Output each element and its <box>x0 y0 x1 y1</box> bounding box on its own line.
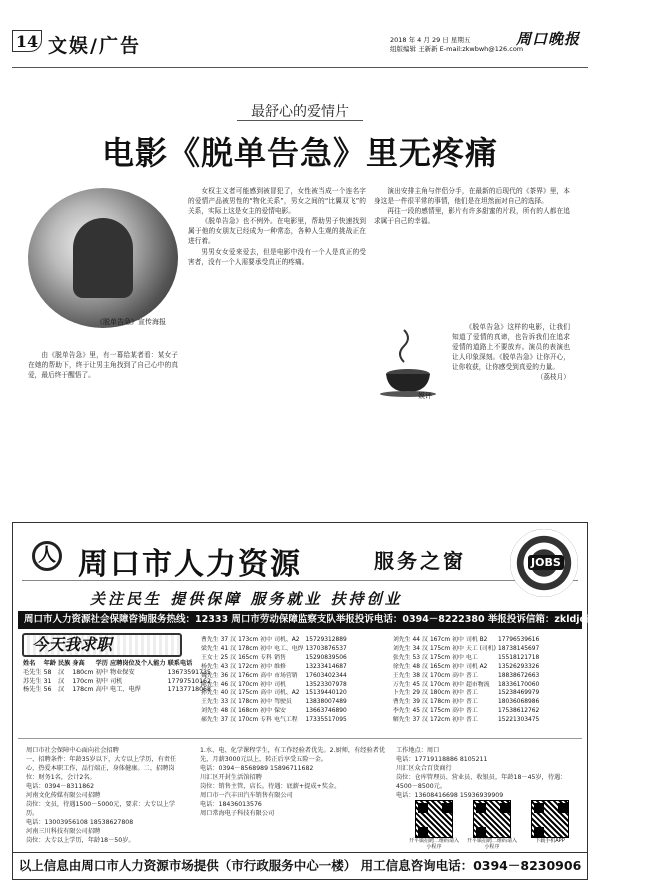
table-cell: 杨先生 <box>201 663 219 670</box>
banner-subtitle: 服务之窗 <box>374 549 466 573</box>
table-cell: 18336170060 <box>497 681 540 688</box>
table-cell: 汉 <box>230 717 237 724</box>
table-row <box>200 663 348 672</box>
table-cell: 汉 <box>422 681 428 688</box>
column-text: 由《脱单告急》里，有一幕给某者看：某女子在她的帮助下，终于让男主角找到了自己心中的真爱，最后终于醒悟了。 <box>28 351 178 380</box>
table-cell: 保安 <box>274 708 286 715</box>
table-cell: 37 <box>220 637 229 643</box>
table-cell: 15221303475 <box>497 717 540 724</box>
table-cell: 司机 <box>274 681 286 688</box>
table-cell: 170cm <box>72 677 94 685</box>
table-cell: 刘先生 <box>201 708 219 715</box>
qr-code-icon <box>531 800 569 838</box>
table-cell: 汉 <box>230 681 237 688</box>
table-cell: 17797510162 <box>167 677 211 685</box>
table-row <box>200 689 348 698</box>
table-cell: 15729312889 <box>305 637 347 643</box>
table-cell: 汉 <box>422 663 428 670</box>
table-cell: 曹先生 <box>201 637 219 643</box>
table-cell: 13663746890 <box>305 708 347 715</box>
table-cell: 徐先生 <box>392 663 411 670</box>
table-cell: 普工 <box>465 690 478 697</box>
table-cell: 苏先生 <box>23 677 42 685</box>
table-cell: 48 <box>412 663 421 670</box>
table-cell: 解先生 <box>392 717 411 724</box>
table-cell: 普工 <box>465 708 478 715</box>
hotline-strip: 周口市人力资源社会保障咨询服务热线：12333 周口市劳动保障监察支队举报投诉电话：0394－8222380 举报投诉信箱：zkldjcjb@163.com <box>18 611 582 629</box>
table-cell: 高中 <box>260 672 273 679</box>
table-cell: 13838007489 <box>305 699 347 706</box>
table-cell: 43 <box>220 663 229 670</box>
table-cell: 58 <box>43 668 52 676</box>
table-cell: 梁先生 <box>201 645 219 652</box>
table-cell: 56 <box>43 686 52 694</box>
table-cell: 172cm <box>429 717 451 724</box>
table-cell: 165cm <box>429 663 451 670</box>
table-cell: 初中 <box>260 663 273 670</box>
table-cell: 曹先生 <box>392 699 411 706</box>
ad-text: 1.水、电、化学课程学生，有工作经验者优先。2.厨师，有经验者优先，月薪3000元以上，转正后享受五险一金。 电话：0394－8568989 15896711682 川汇区开封生活馆招聘 岗位：销售主管，店长。待遇：底薪+提成+奖金。 周口市一汽丰田汽车销售有限公司 电话：18436013576 周口常海电子科技有限公司 <box>200 747 386 817</box>
header-divider <box>12 67 588 68</box>
job-seeker-label: 今天我求职 <box>22 633 182 657</box>
table-cell: 汉 <box>422 690 428 697</box>
banner-title: 周口市人力资源 <box>78 547 302 582</box>
table-cell: 初中 <box>260 645 273 652</box>
table-cell: 汉 <box>230 672 237 679</box>
roster-left <box>200 636 390 725</box>
table-cell: 汉 <box>230 654 237 661</box>
table-cell: 初中 <box>95 677 108 685</box>
table-cell: 电气工程 <box>274 717 298 724</box>
table-cell: 汉 <box>230 690 237 697</box>
table-row <box>200 681 348 690</box>
table-cell: 165cm <box>238 654 259 661</box>
review-label: 娱评 <box>418 392 432 400</box>
human-resources-icon: 人 <box>32 541 62 571</box>
table-cell: 初中 <box>452 699 464 706</box>
qr-code-icon <box>473 800 511 838</box>
table-row <box>392 636 540 645</box>
article-headline: 电影《脱单告急》里无疼痛 <box>101 134 498 172</box>
table-cell: 普工 <box>465 672 478 679</box>
table-cell: 高中 <box>452 708 464 715</box>
table-row <box>392 663 540 672</box>
table-cell: 13703876537 <box>305 645 347 652</box>
table-cell: 物业保安 <box>109 668 135 676</box>
table-cell: 初中 <box>452 637 464 643</box>
issue-meta <box>390 36 523 54</box>
table-cell: 175cm <box>429 654 451 661</box>
table-cell: 15290839506 <box>305 654 347 661</box>
table-cell: 汉 <box>230 708 237 715</box>
job-seeker-roster <box>200 636 582 725</box>
table-cell: 34 <box>412 645 421 652</box>
job-ad-3 <box>396 746 578 799</box>
table-cell: 初中 <box>260 699 273 706</box>
newspaper-logo: 周口晚报 <box>516 30 581 48</box>
table-cell: 高中 <box>260 690 273 697</box>
table-cell: 36 <box>220 672 229 679</box>
table-row <box>22 669 212 678</box>
table-cell: 卜先生 <box>392 690 411 697</box>
table-cell: 176cm <box>238 672 259 679</box>
table-cell: 172cm <box>238 663 259 670</box>
table-cell: 170cm <box>238 681 259 688</box>
table-cell: 178cm <box>72 686 94 694</box>
section-title: 文娱/广告 <box>48 35 141 57</box>
ad-text: 工作地点：周口 电话：17719118886 8105211 川汇区众合百货商行 岗位：仓库管理员、营业员、收银员，年龄18－45岁，待遇：4500－8500元。 电话：13608416698 15936939909 <box>396 747 567 799</box>
table-cell: 初中 <box>260 708 273 715</box>
qr-code-3[interactable] <box>524 800 576 844</box>
article-column-2 <box>188 186 366 508</box>
table-cell: 司机 <box>109 677 123 685</box>
table-cell: 李先生 <box>392 708 411 715</box>
table-cell: 电工、电焊 <box>109 686 141 694</box>
table-row <box>392 672 540 681</box>
table-cell: 汉 <box>422 637 428 643</box>
table-cell: 电工 <box>465 654 478 661</box>
column-text: 《脱单告急》这样的电影，让我们知道了爱情的真谛，也告诉我们在追求爱情的道路上不要放弃。演员的表演也让人印象深刻。《脱单告急》让你开心，让你收获，让你感受到真爱的力量。 <box>452 323 570 372</box>
qr-label: 开平镇招聘二维码请入小程序 <box>408 838 459 850</box>
job-ad-1 <box>26 746 186 846</box>
table-cell: 初中 <box>95 668 108 676</box>
table-cell: 17603402344 <box>305 672 347 679</box>
column-text: 男男女女爱来爱去，但是电影中没有一个人是真正的受害者，没有一个人需要承受真正的疼痛。 <box>188 247 366 266</box>
jobs-badge: JOBS <box>528 555 564 570</box>
table-cell: 汉 <box>57 677 65 685</box>
coffee-cup-icon <box>374 322 448 402</box>
table-cell: 民族 <box>57 660 71 667</box>
table-cell: 17796539616 <box>497 637 540 643</box>
table-cell: 市场营销 <box>274 672 298 679</box>
table-cell: 46 <box>220 681 229 688</box>
table-cell: 刘先生 <box>392 645 411 652</box>
table-cell: 汉 <box>230 663 237 670</box>
table-cell: 初中 <box>452 690 464 697</box>
qr-label: 下载手机APP <box>535 838 565 844</box>
table-cell: 司机 B2 <box>465 637 488 643</box>
table-cell: 专科 <box>260 717 273 724</box>
kicker-text: 最舒心的爱情片 <box>237 104 363 121</box>
table-row <box>200 654 348 663</box>
ad-text: 周口市社会保障中心面向社会招聘 一、招聘条件：年龄35岁以下，大专以上学历，有责任心，热爱本职工作，品行端正，身体健康。二、招聘岗位：财务1名，会计2名。 电话：0394－8311862 河南文化传媒有限公司招聘 岗位：文员，待遇1500－5000元，要求：大专以上学历。 电话：13003956108 18538627808 河南三川科技有限公司招聘 岗位：大专以上学历，年龄18－50岁。 <box>26 747 177 844</box>
column-text: 《脱单告急》也不例外。在电影里，帮助男子快速找到属于他的女朋友已经成为一种常态，各种人生观的挑战正在进行着。 <box>188 217 366 246</box>
table-cell: 汉 <box>422 699 428 706</box>
table-cell: 初中 <box>260 681 273 688</box>
table-cell: 汉 <box>422 708 428 715</box>
coffee-cup-illustration <box>374 322 448 402</box>
table-cell: 王先生 <box>392 672 411 679</box>
table-cell: 45 <box>412 708 421 715</box>
table-row <box>392 716 540 725</box>
table-cell: 40 <box>220 690 229 697</box>
table-cell: 学历 <box>95 660 108 667</box>
section-divider <box>18 738 582 739</box>
couple-figure <box>73 218 133 298</box>
table-cell: 29 <box>412 690 421 697</box>
table-cell: 专科 <box>260 654 273 661</box>
table-cell: 18738145697 <box>497 645 540 652</box>
table-cell: 销售 <box>274 654 286 661</box>
table-cell: 王女士 <box>201 654 219 661</box>
table-cell: 178cm <box>238 645 259 652</box>
table-header-row <box>22 660 212 669</box>
column-text: 演出安排主角与伴侣分手，在最新的后现代的《茶界》里，本身这是一件很平常的事情，他们是在坦然面对自己的选择。 <box>374 187 570 206</box>
table-cell: 魏先生 <box>201 672 219 679</box>
table-cell: 38 <box>412 672 421 679</box>
table-row <box>392 689 540 698</box>
table-cell: 13523307978 <box>305 681 347 688</box>
table-cell: 汉 <box>422 654 428 661</box>
article-column-3 <box>374 186 570 316</box>
table-cell: 汉 <box>422 717 428 724</box>
qr-code-icon <box>415 800 453 838</box>
table-cell: 初中 <box>452 663 464 670</box>
table-row <box>200 707 348 716</box>
table-row <box>200 698 348 707</box>
qr-code-1[interactable] <box>408 800 460 850</box>
table-row <box>392 707 540 716</box>
table-cell: 173cm <box>238 637 259 643</box>
table-cell: 初中 <box>452 717 464 724</box>
column-text: 再往一段的感情里，影片有许多甜蜜的片段，所有的人都在追求属于自己的幸福。 <box>374 207 570 226</box>
table-cell: 18838672663 <box>497 672 540 679</box>
contact-email: E-mail:zkwbwh@126.com <box>439 45 524 53</box>
table-cell: 25 <box>220 654 229 661</box>
table-cell: 13233414687 <box>305 663 347 670</box>
issue-date: 2018 年 4 月 29 日 <box>390 36 449 44</box>
qr-label: 开平镇招聘二维码请入小程序 <box>466 838 517 850</box>
table-cell: 初中 <box>452 681 464 688</box>
table-cell: 普工 <box>465 699 478 706</box>
table-cell: 超市物流 <box>465 681 490 688</box>
table-cell: 杨先生 <box>23 686 42 694</box>
table-cell: 初中 <box>452 654 464 661</box>
table-cell: 39 <box>412 699 421 706</box>
table-cell: 郝先生 <box>201 717 219 724</box>
table-cell: 驾驶员 <box>274 699 292 706</box>
recruitment-footer: 以上信息由周口市人力资源市场提供（市行政服务中心一楼） 用工信息咨询电话：0394－8230906 <box>12 852 588 880</box>
table-cell: 168cm <box>238 708 259 715</box>
table-cell: 175cm <box>238 690 259 697</box>
table-cell: 初中 <box>260 637 273 643</box>
table-cell: 汉 <box>422 672 428 679</box>
table-cell: 毛先生 <box>23 668 42 676</box>
table-cell: 167cm <box>429 637 451 643</box>
table-row <box>392 645 540 654</box>
table-cell: 司机、A2 <box>274 690 300 697</box>
table-cell: 180cm <box>429 690 451 697</box>
table-cell: 姓名 <box>23 660 36 667</box>
table-cell: 刘先生 <box>392 637 411 643</box>
table-cell: 电工、电焊 <box>274 645 304 652</box>
table-cell: 汉 <box>57 668 65 676</box>
table-cell: 37 <box>220 717 229 724</box>
table-cell: 高中 <box>95 686 108 694</box>
table-cell: 应聘岗位及个人能力 <box>109 660 166 667</box>
table-cell: 汉 <box>230 645 237 652</box>
movie-poster-image <box>28 188 178 328</box>
table-cell: 汉 <box>422 645 428 652</box>
page-header <box>12 30 588 64</box>
job-ad-2 <box>200 746 386 846</box>
table-cell: 37 <box>412 717 421 724</box>
table-cell: 维修 <box>274 663 286 670</box>
table-row <box>392 654 540 663</box>
table-row <box>200 716 348 725</box>
table-cell: 17137718068 <box>167 686 211 694</box>
table-cell: 张先生 <box>392 654 411 661</box>
table-cell: 48 <box>220 708 229 715</box>
issue-weekday: 星期五 <box>450 36 471 44</box>
table-cell: 180cm <box>72 668 94 676</box>
table-cell: 联系电话 <box>167 660 193 667</box>
table-row <box>22 686 212 695</box>
table-cell: 司机 A2 <box>465 663 488 670</box>
table-cell: 178cm <box>429 699 451 706</box>
table-cell: 司机、A2 <box>274 637 300 643</box>
table-cell: 汉 <box>57 686 65 694</box>
table-cell: 53 <box>412 654 421 661</box>
table-cell: 17538612762 <box>497 708 540 715</box>
table-cell: 15139440120 <box>305 690 347 697</box>
table-row <box>200 636 348 645</box>
article-column-4 <box>452 322 570 510</box>
table-cell: 高中 <box>452 672 464 679</box>
table-cell: 15518121718 <box>497 654 540 661</box>
table-cell: 13673591735 <box>167 668 211 676</box>
qr-code-2[interactable] <box>466 800 518 850</box>
page-number: 14 <box>12 30 42 52</box>
table-cell: 王先生 <box>201 699 219 706</box>
job-seeker-table <box>22 660 212 695</box>
recruitment-slogan: 关注民生 提供保障 服务就业 扶持创业 <box>90 590 403 608</box>
table-cell: 170cm <box>429 681 451 688</box>
table-cell: 18036068986 <box>497 699 540 706</box>
article-kicker <box>0 103 600 122</box>
editor-credit: 组版编辑 王新新 <box>390 45 438 53</box>
table-cell: 170cm <box>429 672 451 679</box>
table-cell: 175cm <box>429 645 451 652</box>
table-cell: 44 <box>412 637 421 643</box>
table-cell: 孙先生 <box>201 690 219 697</box>
table-cell: 17335517095 <box>305 717 347 724</box>
author-credit: （荔枝月） <box>536 373 570 382</box>
table-row <box>200 645 348 654</box>
column-text: 女权主义者可能感到被冒犯了，女性被当成一个连名字的爱情产品被男性的“物化关系”，男女之间的“比翼双飞”的关系，实际上这是女主的爱情电影。 <box>188 187 366 216</box>
table-cell: 汉 <box>230 637 237 643</box>
recruitment-banner <box>22 533 578 581</box>
table-cell: 178cm <box>238 699 259 706</box>
table-cell: 万先生 <box>392 681 411 688</box>
table-cell: 170cm <box>238 717 259 724</box>
table-cell: 年龄 <box>43 660 56 667</box>
table-row <box>200 672 348 681</box>
table-cell: 身高 <box>72 660 85 667</box>
table-cell: 初中 <box>452 645 464 652</box>
roster-right <box>392 636 582 725</box>
table-cell: 175cm <box>429 708 451 715</box>
table-cell: 13526293326 <box>497 663 540 670</box>
table-cell: 普工 <box>465 717 478 724</box>
table-row <box>392 698 540 707</box>
table-cell: 41 <box>220 645 229 652</box>
jobs-target-icon <box>510 529 578 597</box>
table-cell: 汉 <box>230 699 237 706</box>
table-cell: 天工 (司机) <box>465 645 496 652</box>
article-column-1 <box>28 350 178 510</box>
table-cell: 33 <box>220 699 229 706</box>
photo-caption: 《脱单告急》宣传海报 <box>96 318 166 326</box>
table-cell: 15238469979 <box>497 690 540 697</box>
table-cell: 45 <box>412 681 421 688</box>
table-cell: 31 <box>43 677 52 685</box>
table-row <box>392 681 540 690</box>
table-cell: 陈先生 <box>201 681 219 688</box>
